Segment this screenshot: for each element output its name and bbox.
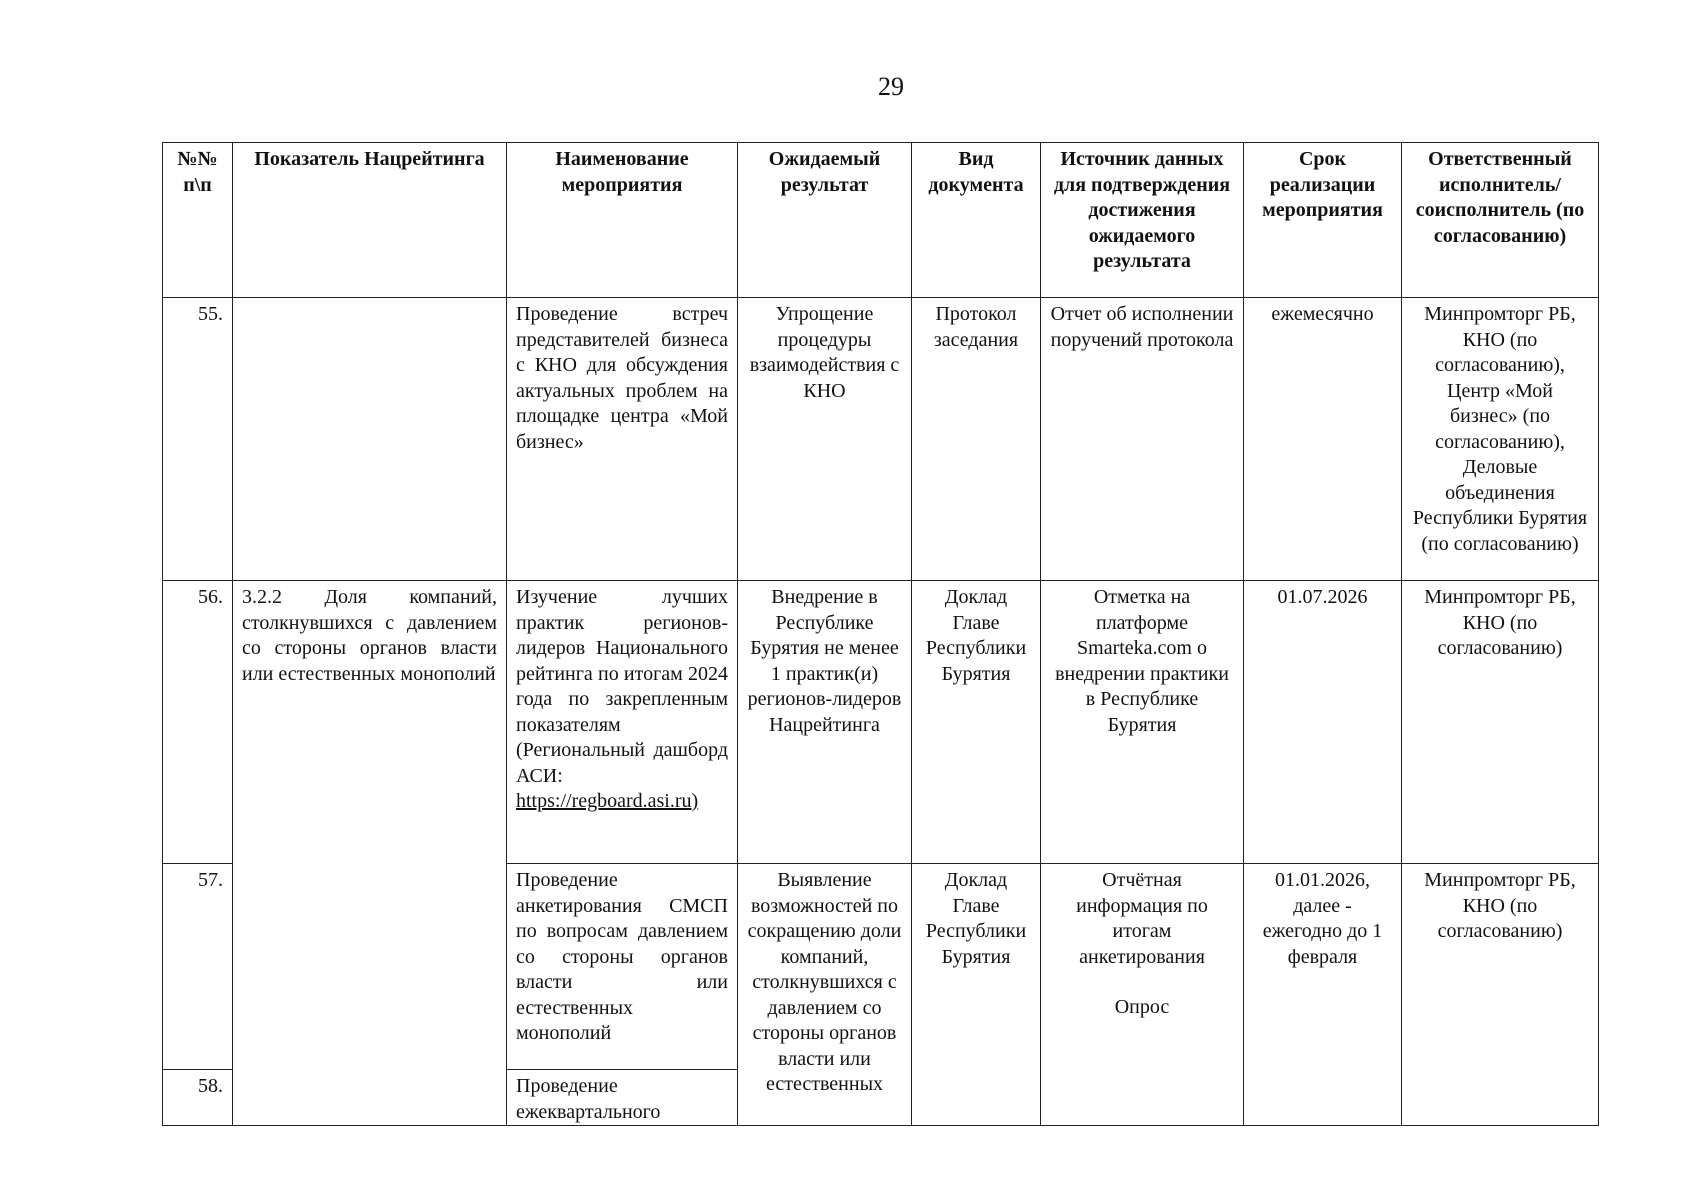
event-cell	[507, 581, 738, 864]
row-number: 56.	[163, 581, 233, 864]
source-cell: Отметка на платформе Smarteka.com о внедрении практики в Республике Бурятия	[1041, 581, 1244, 864]
header-source: Источник данных для подтверждения достижения ожидаемого результата	[1041, 143, 1244, 298]
header-result: Ожидаемый результат	[738, 143, 912, 298]
responsible-cell: Минпромторг РБ, КНО (по согласованию)	[1402, 581, 1599, 864]
deadline-cell: 01.07.2026	[1244, 581, 1402, 864]
table-row	[163, 581, 1599, 864]
header-document: Вид документа	[912, 143, 1041, 298]
row-number: 57.	[163, 864, 233, 1070]
event-text: Изучение лучших практик регионов-лидеров Национального рейтинга по итогам 2024 года по закрепленным показателям (Региональный дашборд АСИ:	[516, 586, 728, 787]
document-cell: Протокол заседания	[912, 298, 1041, 581]
header-event: Наименование мероприятия	[507, 143, 738, 298]
row-number: 58.	[163, 1070, 233, 1126]
header-number: №№ п\п	[163, 143, 233, 298]
source-extra: Опрос	[1114, 996, 1170, 1018]
result-cell: Внедрение в Республике Бурятия не менее 1 практик(и) регионов-лидеров Нацрейтинга	[738, 581, 912, 864]
result-cell: Выявление возможностей по сокращению доли компаний, столкнувшихся с давлением со стороны органов власти или естественных	[738, 864, 912, 1126]
responsible-cell: Минпромторг РБ, КНО (по согласованию), Центр «Мой бизнес» (по согласованию), Деловые объединения Республики Бурятия (по согласованию)	[1402, 298, 1599, 581]
header-deadline: Срок реализации мероприятия	[1244, 143, 1402, 298]
responsible-cell: Минпромторг РБ, КНО (по согласованию)	[1402, 864, 1599, 1126]
source-spacer	[1050, 970, 1234, 995]
result-cell: Упрощение процедуры взаимодействия с КНО	[738, 298, 912, 581]
deadline-cell: 01.01.2026, далее - ежегодно до 1 февраля	[1244, 864, 1402, 1126]
source-text: Отчётная информация по итогам анкетирования	[1076, 869, 1208, 968]
page-number: 29	[878, 72, 904, 101]
indicator-cell	[233, 298, 507, 581]
table-header-row	[163, 143, 1599, 298]
document-cell: Доклад Главе Республики Бурятия	[912, 864, 1041, 1126]
table-row	[163, 298, 1599, 581]
row-number: 55.	[163, 298, 233, 581]
action-plan-table	[162, 142, 1599, 1126]
header-responsible: Ответственный исполнитель/ соисполнитель (по согласованию)	[1402, 143, 1599, 298]
deadline-cell: ежемесячно	[1244, 298, 1402, 581]
event-cell: Проведение встреч представителей бизнеса с КНО для обсуждения актуальных проблем на площадке центра «Мой бизнес»	[507, 298, 738, 581]
source-cell	[1041, 864, 1244, 1126]
event-cell: Проведение ежеквартального	[507, 1070, 738, 1126]
source-cell: Отчет об исполнении поручений протокола	[1041, 298, 1244, 581]
document-cell: Доклад Главе Республики Бурятия	[912, 581, 1041, 864]
indicator-cell: 3.2.2 Доля компаний, столкнувшихся с давлением со стороны органов власти или естественных монополий	[233, 581, 507, 1126]
header-indicator: Показатель Нацрейтинга	[233, 143, 507, 298]
event-cell: Проведение анкетирования СМСП по вопросам давлением со стороны органов власти или естественных монополий	[507, 864, 738, 1070]
dashboard-link[interactable]: https://regboard.asi.ru)	[516, 790, 699, 812]
